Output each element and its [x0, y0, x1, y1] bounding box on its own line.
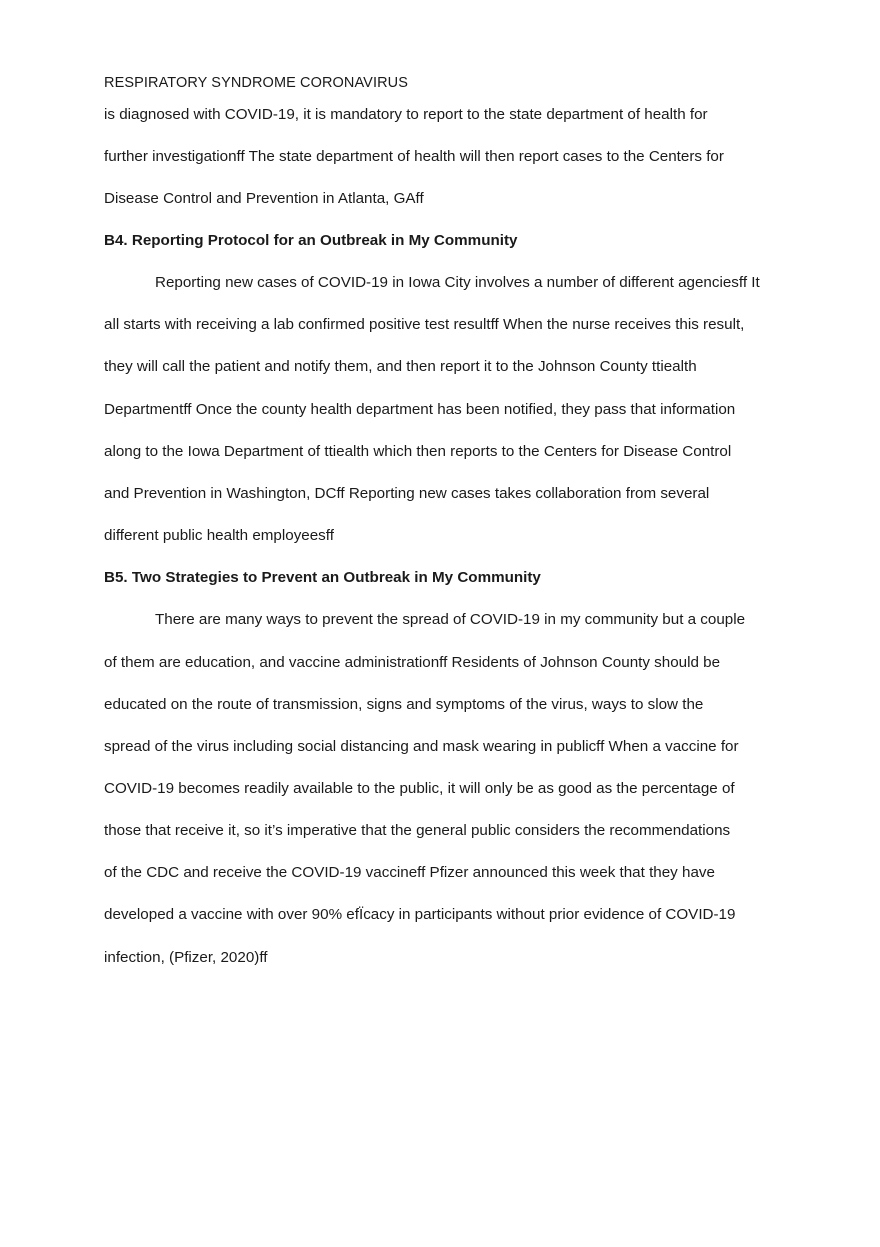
- body-line: along to the Iowa Department of ttiealth which then reports to the Centers for Disease Control: [104, 443, 732, 460]
- body-line: different public health employeesff: [104, 527, 334, 544]
- body-line: all starts with receiving a lab confirmed positive test resultff When the nurse receives this result,: [104, 316, 745, 333]
- body-line: There are many ways to prevent the spread of COVID-19 in my community but a couple: [155, 611, 746, 628]
- body-line: further investigationff The state department of health will then report cases to the Centers for: [104, 148, 724, 165]
- body-line: educated on the route of transmission, signs and symptoms of the virus, ways to slow the: [104, 696, 704, 713]
- body-line: infection, (Pfizer, 2020)ff: [104, 949, 268, 966]
- body-line: of them are education, and vaccine administrationff Residents of Johnson County should be: [104, 654, 721, 671]
- body-line: they will call the patient and notify them, and then report it to the Johnson County ttiealth: [104, 358, 697, 375]
- body-line: spread of the virus including social distancing and mask wearing in publicff When a vaccine for: [104, 738, 739, 755]
- body-line: and Prevention in Washington, DCff Reporting new cases takes collaboration from several: [104, 485, 710, 502]
- body-line: COVID-19 becomes readily available to the public, it will only be as good as the percentage of: [104, 780, 735, 797]
- body-line: Departmentff Once the county health department has been notified, they pass that information: [104, 401, 736, 418]
- body-line: those that receive it, so it’s imperative that the general public considers the recommendations: [104, 822, 731, 839]
- section-heading-b4: B4. Reporting Protocol for an Outbreak in My Community: [104, 232, 518, 249]
- body-line: Disease Control and Prevention in Atlanta, GAff: [104, 190, 424, 207]
- body-line: is diagnosed with COVID-19, it is mandatory to report to the state department of health for: [104, 106, 708, 123]
- body-line: developed a vaccine with over 90% efÏcacy in participants without prior evidence of COVID-19: [104, 906, 736, 923]
- running-head: RESPIRATORY SYNDROME CORONAVIRUS: [104, 75, 408, 91]
- section-heading-b5: B5. Two Strategies to Prevent an Outbreak in My Community: [104, 569, 541, 586]
- body-line: Reporting new cases of COVID-19 in Iowa City involves a number of different agenciesff It: [155, 274, 760, 291]
- body-line: of the CDC and receive the COVID-19 vaccineff Pfizer announced this week that they have: [104, 864, 715, 881]
